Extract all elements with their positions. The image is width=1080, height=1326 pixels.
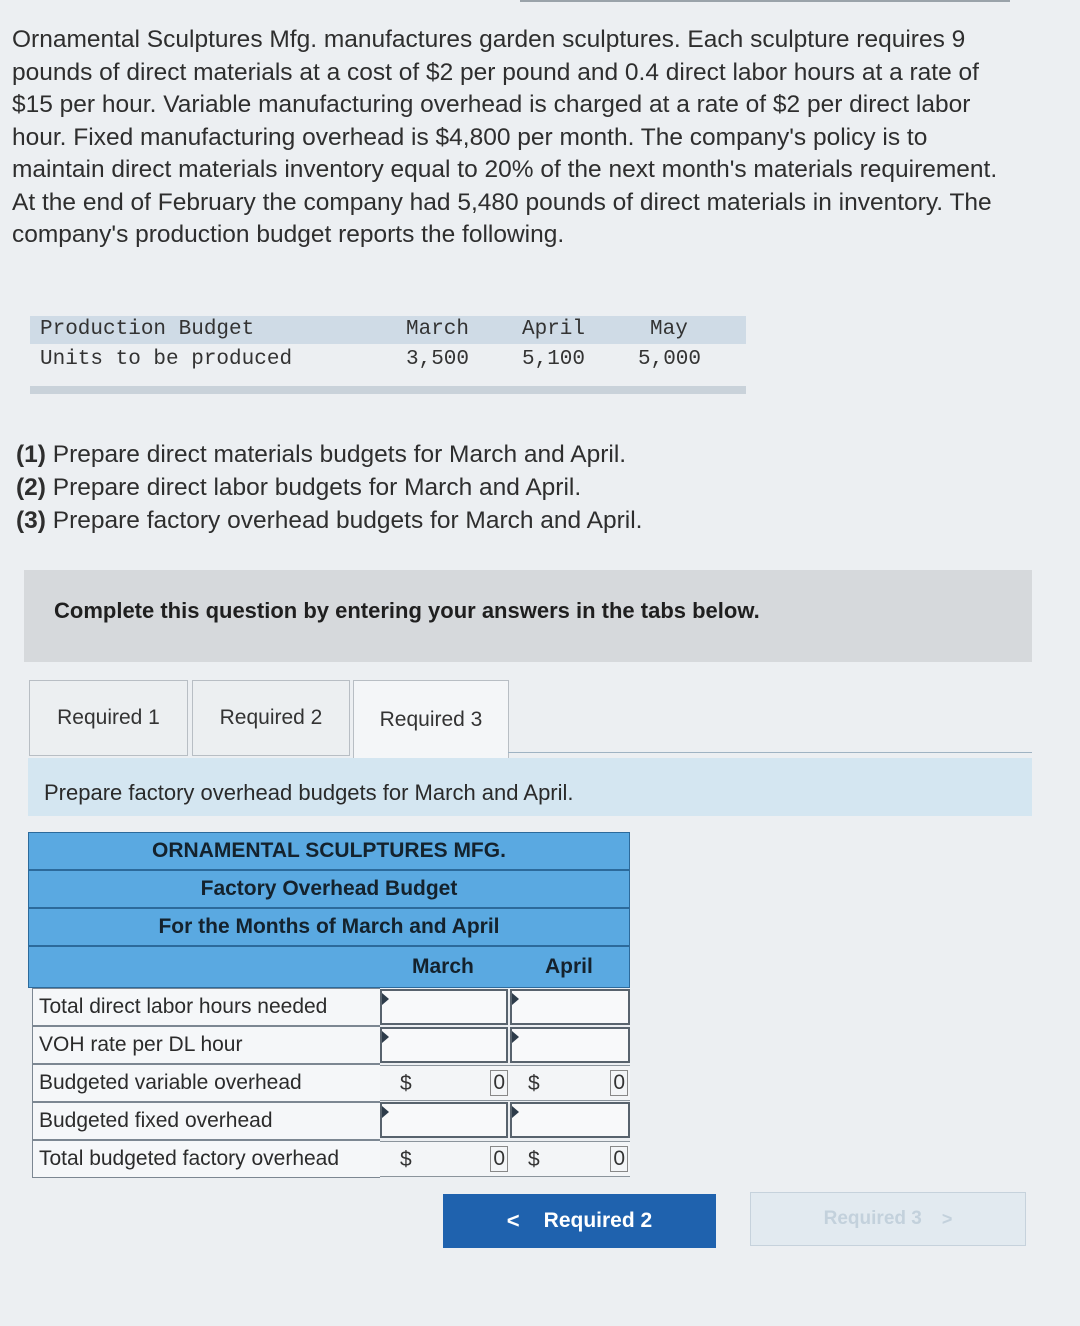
- tab-required-3[interactable]: Required 3: [353, 680, 509, 758]
- prompt-bar: [28, 758, 1032, 816]
- chevron-right-icon: >: [941, 1208, 953, 1229]
- next-button-label: Required 3: [823, 1208, 922, 1229]
- prompt-text: Prepare factory overhead budgets for March and April.: [44, 780, 574, 805]
- production-col-april: April: [522, 318, 586, 341]
- requirement-item: (1) Prepare direct materials budgets for March and April.: [16, 441, 627, 468]
- row-label-budgeted-variable-overhead: Budgeted variable overhead: [32, 1064, 380, 1102]
- instruction-box: [24, 570, 1032, 662]
- row-label-total-factory-overhead: Total budgeted factory overhead: [32, 1140, 380, 1178]
- input-fixed-overhead-march[interactable]: [380, 1102, 508, 1138]
- currency-symbol: $: [528, 1148, 540, 1171]
- value-variable-overhead-april: $ 0: [510, 1065, 630, 1101]
- production-val-april: 5,100: [522, 348, 586, 371]
- requirement-item: (3) Prepare factory overhead budgets for March and April.: [16, 507, 643, 534]
- budget-column-header-row: [28, 946, 630, 988]
- problem-statement: Ornamental Sculptures Mfg. manufactures garden sculptures. Each sculpture requires 9 pounds of direct materials at a cost of $2 per pound and 0.4 direct labor hours at a rate of $15 per hour. Variable manufacturing overhead is charged at a rate of $2 per direct labor hour. Fixed manufacturing overhead is $4,800 per month. The company's policy is to maintain direct materials inventory equal to 20% of the next month's materials requirement. At the end of February the company had 5,480 pounds of direct materials in inventory. The company's production budget reports the following.: [12, 26, 998, 248]
- production-val-may: 5,000: [638, 348, 702, 371]
- col-header-march: March: [412, 955, 474, 978]
- value-variable-overhead-march: $ 0: [380, 1065, 510, 1101]
- production-val-march: 3,500: [406, 348, 470, 371]
- currency-symbol: $: [528, 1072, 540, 1095]
- currency-symbol: $: [400, 1148, 412, 1171]
- production-budget-row-label: Units to be produced: [40, 348, 293, 371]
- production-col-may: May: [650, 318, 688, 341]
- tab-required-2[interactable]: Required 2: [192, 680, 350, 756]
- budget-company-name: ORNAMENTAL SCULPTURES MFG.: [28, 832, 630, 870]
- instruction-text: Complete this question by entering your answers in the tabs below.: [54, 598, 760, 623]
- input-voh-rate-april[interactable]: [510, 1027, 630, 1063]
- currency-symbol: $: [400, 1072, 412, 1095]
- row-label-dl-hours: Total direct labor hours needed: [32, 988, 380, 1026]
- value-total-overhead-march: $ 0: [380, 1141, 510, 1177]
- previous-required-button[interactable]: [443, 1194, 716, 1248]
- tab-divider: [508, 752, 1032, 753]
- input-voh-rate-march[interactable]: [380, 1027, 508, 1063]
- row-label-budgeted-fixed-overhead: Budgeted fixed overhead: [32, 1102, 380, 1140]
- row-label-voh-rate: VOH rate per DL hour: [32, 1026, 380, 1064]
- requirement-item: (2) Prepare direct labor budgets for March and April.: [16, 474, 582, 501]
- budget-title: Factory Overhead Budget: [28, 870, 630, 908]
- previous-button-label: Required 2: [543, 1209, 653, 1232]
- production-budget-title: Production Budget: [40, 318, 255, 341]
- production-budget-bottom-band: [30, 386, 746, 394]
- col-header-april: April: [545, 955, 593, 978]
- top-divider: [520, 0, 1010, 2]
- requirements-list: [16, 438, 642, 537]
- input-fixed-overhead-april[interactable]: [510, 1102, 630, 1138]
- production-budget-table: [30, 316, 746, 394]
- chevron-left-icon: <: [506, 1208, 520, 1233]
- input-dl-hours-march[interactable]: [380, 989, 508, 1025]
- value-total-overhead-april: $ 0: [510, 1141, 630, 1177]
- production-col-march: March: [406, 318, 470, 341]
- input-dl-hours-april[interactable]: [510, 989, 630, 1025]
- tab-required-1[interactable]: Required 1: [29, 680, 188, 756]
- budget-period: For the Months of March and April: [28, 908, 630, 946]
- next-required-button[interactable]: [750, 1192, 1026, 1246]
